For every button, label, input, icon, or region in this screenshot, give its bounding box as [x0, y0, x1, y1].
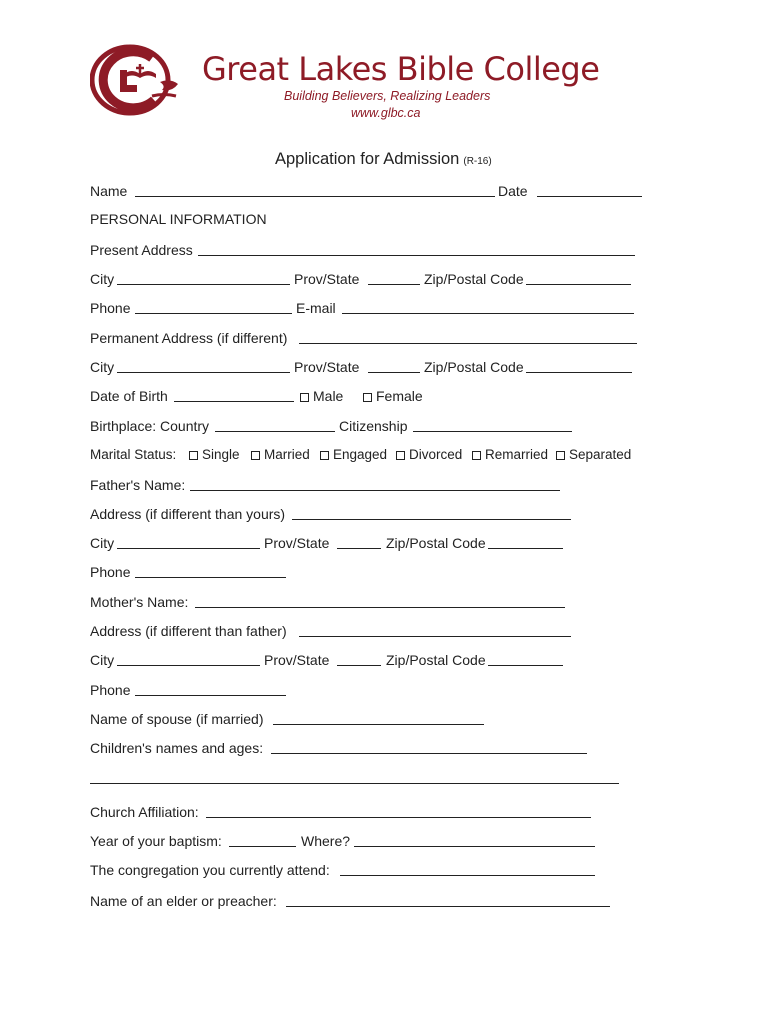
present-zip-field[interactable] — [526, 284, 631, 285]
elder-preacher-field[interactable] — [286, 906, 610, 907]
phone-field[interactable] — [135, 313, 292, 314]
college-tagline: Building Believers, Realizing Leaders — [284, 89, 491, 103]
prov-state-label: Prov/State — [294, 359, 360, 375]
spouse-name-label: Name of spouse (if married) — [90, 711, 264, 727]
section-personal-information: PERSONAL INFORMATION — [90, 211, 267, 227]
dob-field[interactable] — [174, 401, 294, 402]
where-label: Where? — [301, 833, 351, 849]
address-diff-father-label: Address (if different than father) — [90, 623, 287, 639]
married-label: Married — [264, 447, 310, 462]
father-prov-state-field[interactable] — [337, 548, 381, 549]
mothers-name-field[interactable] — [195, 607, 565, 608]
present-address-field[interactable] — [198, 255, 635, 256]
zip-postal-label: Zip/Postal Code — [424, 271, 524, 287]
prov-state-label: Prov/State — [294, 271, 360, 287]
baptism-year-field[interactable] — [229, 846, 296, 847]
children-field[interactable] — [271, 753, 587, 754]
fathers-name-field[interactable] — [190, 490, 560, 491]
remarried-checkbox[interactable] — [472, 451, 481, 460]
spouse-name-field[interactable] — [273, 724, 484, 725]
divorced-option[interactable] — [396, 445, 462, 465]
male-label: Male — [313, 388, 344, 404]
prov-state-label: Prov/State — [264, 535, 330, 551]
elder-preacher-label: Name of an elder or preacher: — [90, 893, 277, 909]
congregation-field[interactable] — [340, 875, 595, 876]
date-label: Date — [498, 183, 528, 199]
city-label: City — [90, 652, 115, 668]
mother-prov-state-field[interactable] — [337, 665, 381, 666]
college-name: Great Lakes Bible College — [202, 50, 600, 88]
present-address-label: Present Address — [90, 242, 193, 258]
married-checkbox[interactable] — [251, 451, 260, 460]
single-checkbox[interactable] — [189, 451, 198, 460]
zip-postal-label: Zip/Postal Code — [386, 652, 486, 668]
father-zip-field[interactable] — [488, 548, 563, 549]
form-title-text: Application for Admission — [275, 150, 460, 168]
baptism-where-field[interactable] — [354, 846, 595, 847]
birthplace-country-field[interactable] — [215, 431, 335, 432]
present-prov-state-field[interactable] — [368, 284, 420, 285]
father-city-field[interactable] — [117, 548, 260, 549]
mother-zip-field[interactable] — [488, 665, 563, 666]
city-label: City — [90, 359, 115, 375]
separated-option[interactable] — [556, 445, 631, 465]
single-option[interactable] — [189, 445, 240, 465]
permanent-address-field[interactable] — [299, 343, 637, 344]
divorced-label: Divorced — [409, 447, 463, 462]
remarried-label: Remarried — [485, 447, 549, 462]
divorced-checkbox[interactable] — [396, 451, 405, 460]
engaged-option[interactable] — [320, 445, 387, 465]
date-field[interactable] — [537, 196, 642, 197]
mothers-name-label: Mother's Name: — [90, 594, 189, 610]
congregation-label: The congregation you currently attend: — [90, 862, 330, 878]
marital-status-label: Marital Status: — [90, 447, 177, 462]
dob-label: Date of Birth — [90, 388, 168, 404]
engaged-checkbox[interactable] — [320, 451, 329, 460]
married-option[interactable] — [251, 445, 310, 465]
separated-checkbox[interactable] — [556, 451, 565, 460]
church-affiliation-label: Church Affiliation: — [90, 804, 199, 820]
zip-postal-label: Zip/Postal Code — [424, 359, 524, 375]
mother-address-field[interactable] — [299, 636, 571, 637]
father-address-field[interactable] — [292, 519, 571, 520]
city-label: City — [90, 271, 115, 287]
permanent-city-field[interactable] — [117, 372, 290, 373]
phone-label: Phone — [90, 682, 131, 698]
email-label: E-mail — [296, 300, 336, 316]
father-phone-field[interactable] — [135, 577, 286, 578]
fathers-name-label: Father's Name: — [90, 477, 186, 493]
mother-phone-field[interactable] — [135, 695, 286, 696]
remarried-option[interactable] — [472, 445, 548, 465]
children-extra-field[interactable] — [90, 783, 619, 784]
baptism-year-label: Year of your baptism: — [90, 833, 222, 849]
birthplace-label: Birthplace: Country — [90, 418, 210, 434]
address-diff-yours-label: Address (if different than yours) — [90, 506, 286, 522]
phone-label: Phone — [90, 300, 131, 316]
permanent-zip-field[interactable] — [526, 372, 632, 373]
citizenship-field[interactable] — [413, 431, 572, 432]
permanent-prov-state-field[interactable] — [368, 372, 420, 373]
name-field[interactable] — [135, 196, 495, 197]
female-label: Female — [376, 388, 423, 404]
mother-city-field[interactable] — [117, 665, 260, 666]
single-label: Single — [202, 447, 240, 462]
female-checkbox[interactable] — [363, 393, 372, 402]
church-affiliation-field[interactable] — [206, 817, 591, 818]
male-option[interactable] — [300, 386, 343, 406]
present-city-field[interactable] — [117, 284, 290, 285]
zip-postal-label: Zip/Postal Code — [386, 535, 486, 551]
college-website: www.glbc.ca — [351, 106, 421, 120]
form-code: (R-16) — [463, 156, 492, 167]
college-logo — [90, 44, 190, 116]
separated-label: Separated — [569, 447, 632, 462]
city-label: City — [90, 535, 115, 551]
female-option[interactable] — [363, 386, 423, 406]
permanent-address-label: Permanent Address (if different) — [90, 330, 288, 346]
form-title — [275, 150, 492, 169]
email-field[interactable] — [342, 313, 634, 314]
male-checkbox[interactable] — [300, 393, 309, 402]
phone-label: Phone — [90, 564, 131, 580]
children-label: Children's names and ages: — [90, 740, 264, 756]
prov-state-label: Prov/State — [264, 652, 330, 668]
name-label: Name — [90, 183, 128, 199]
citizenship-label: Citizenship — [339, 418, 408, 434]
engaged-label: Engaged — [333, 447, 388, 462]
